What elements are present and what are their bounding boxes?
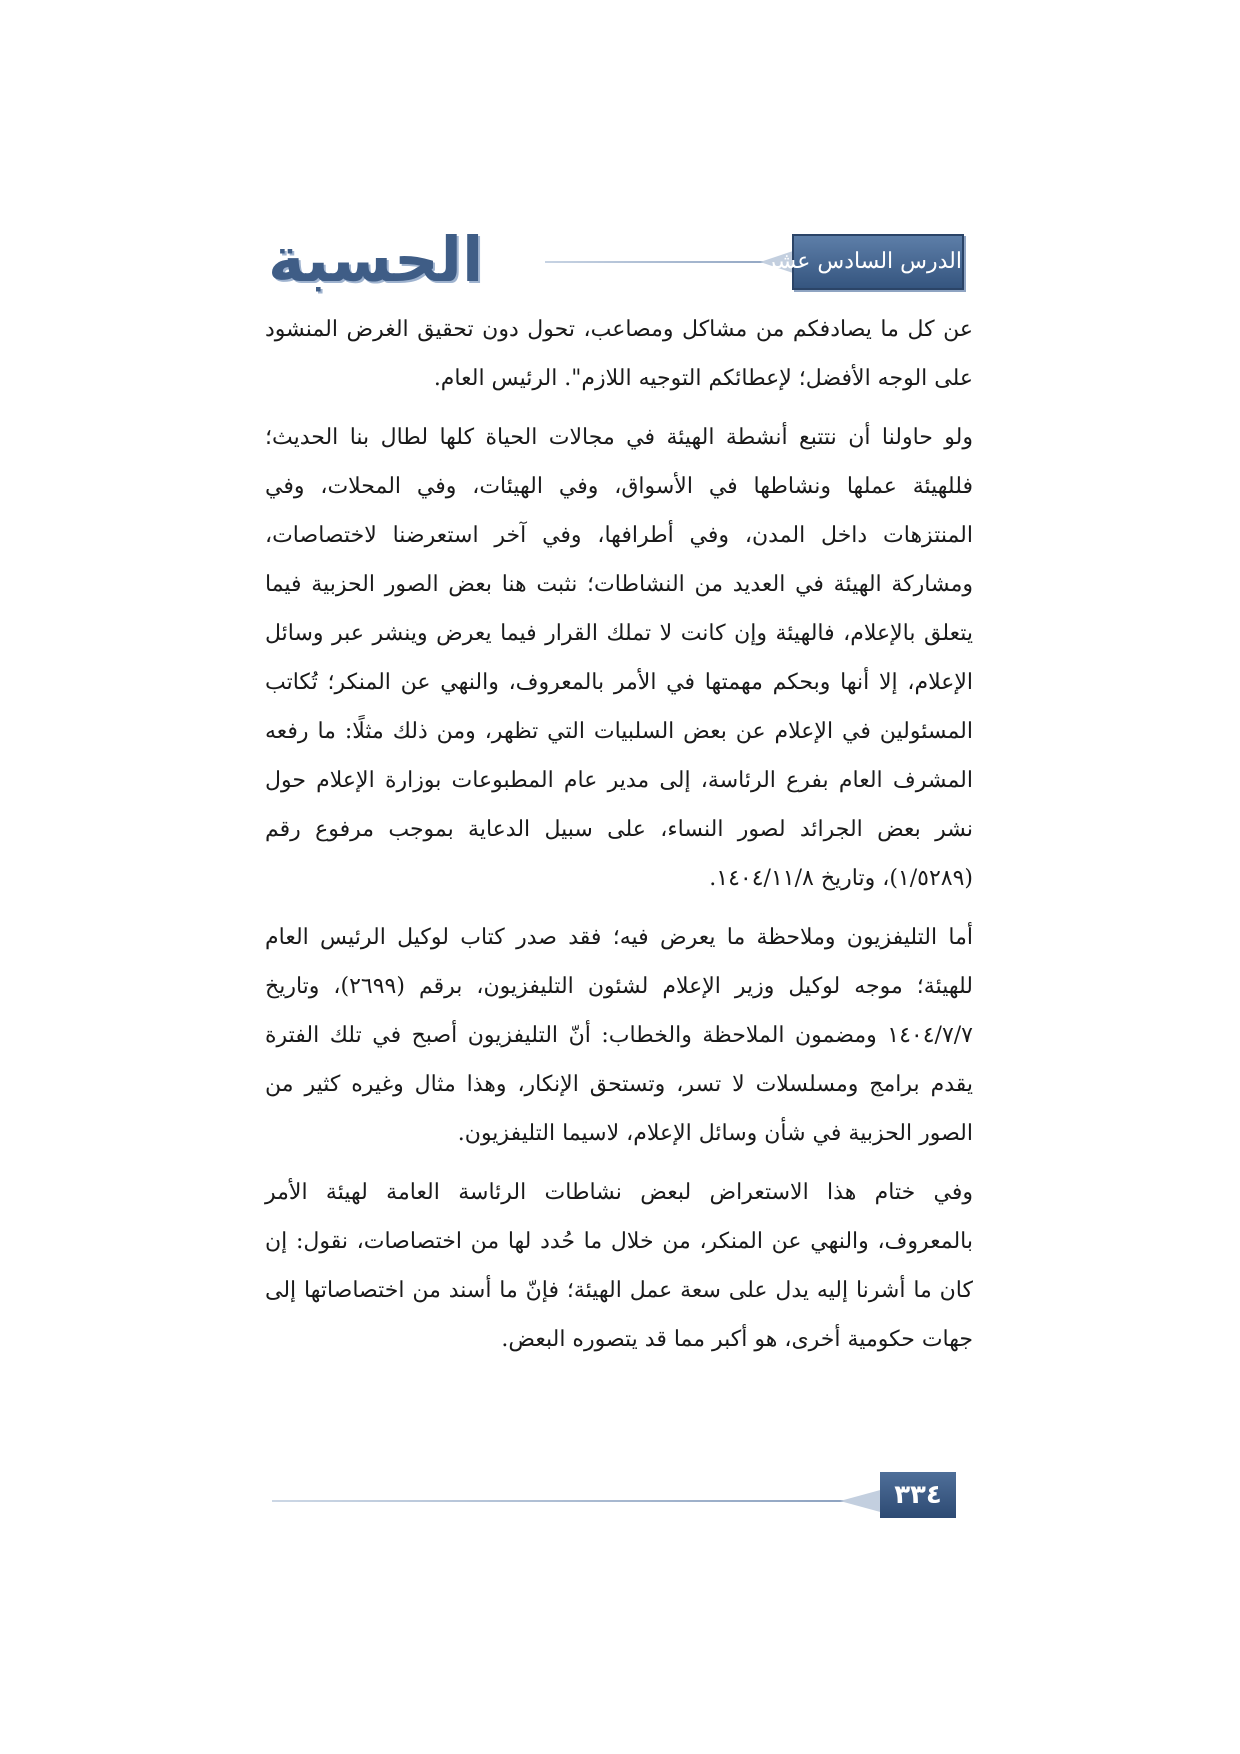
paragraph: وفي ختام هذا الاستعراض لبعض نشاطات الرئاسة العامة لهيئة الأمر بالمعروف، والنهي عن المنكر، من خلال ما حُدد لها من اختصاصات، نقول: إن كان ما أشرنا إليه يدل على سعة عمل الهيئة؛ فإنّ ما أسند من اختصاصاتها إلى جهات حكومية أخرى، هو أكبر مما قد يتصوره البعض. <box>265 1180 973 1352</box>
book-title: الحسبة <box>268 223 484 296</box>
paragraph: أما التليفزيون وملاحظة ما يعرض فيه؛ فقد صدر كتاب لوكيل الرئيس العام للهيئة؛ موجه لوكيل وزير الإعلام لشئون التليفزيون، برقم (٢٦٩٩)، وتاريخ ١٤٠٤/٧/٧ ومضمون الملاحظة والخطاب: أنّ التليفزيون أصبح في تلك الفترة يقدم برامج ومسلسلات لا تسر، وتستحق الإنكار، وهذا مثال وغيره كثير من الصور الحزبية في شأن وسائل الإعلام، لاسيما التليفزيون. <box>265 925 974 1146</box>
header-divider <box>545 261 795 263</box>
footer-divider-wedge <box>840 1489 884 1513</box>
paragraph: عن كل ما يصادفكم من مشاكل ومصاعب، تحول دون تحقيق الغرض المنشود على الوجه الأفضل؛ لإعطائكم التوجيه اللازم". الرئيس العام. <box>265 317 973 391</box>
footer-divider <box>272 1500 857 1502</box>
page-number: ٣٣٤ <box>880 1472 956 1518</box>
body-text <box>265 305 973 1374</box>
lesson-badge: الدرس السادس عشر <box>792 234 964 290</box>
paragraph: ولو حاولنا أن نتتبع أنشطة الهيئة في مجالات الحياة كلها لطال بنا الحديث؛ فللهيئة عملها ونشاطها في الأسواق، وفي الهيئات، وفي المحلات، وفي المنتزهات داخل المدن، وفي أطرافها، وفي آخر استعرضنا لاختصاصات، ومشاركة الهيئة في العديد من النشاطات؛ نثبت هنا بعض الصور الحزبية فيما يتعلق بالإعلام، فالهيئة وإن كانت لا تملك القرار فيما يعرض وينشر عبر وسائل الإعلام، إلا أنها وبحكم مهمتها في الأمر بالمعروف، والنهي عن المنكر؛ تُكاتب المسئولين في الإعلام عن بعض السلبيات التي تظهر، ومن ذلك مثلًا: ما رفعه المشرف العام بفرع الرئاسة، إلى مدير عام المطبوعات بوزارة الإعلام حول نشر بعض الجرائد لصور النساء، على سبيل الدعاية بموجب مرفوع رقم (١/٥٢٨٩)، وتاريخ ١٤٠٤/١١/٨. <box>265 425 973 891</box>
